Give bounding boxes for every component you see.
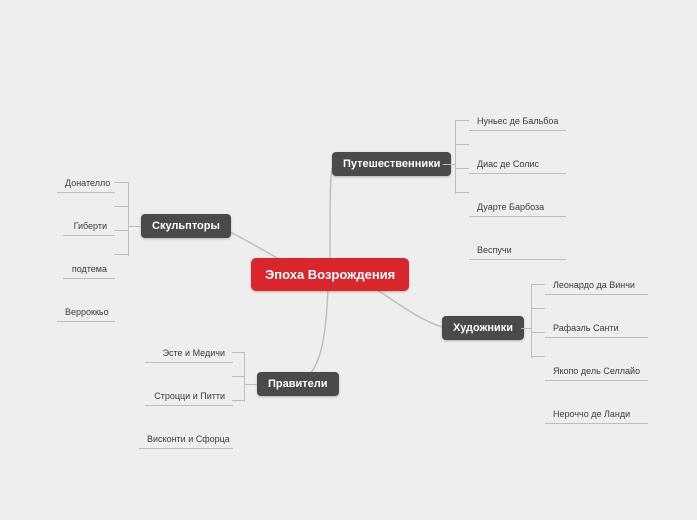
leaf-node[interactable]: Донателло bbox=[57, 174, 115, 193]
leaf-node[interactable]: Веспучи bbox=[469, 241, 566, 260]
leaf-node[interactable]: Якопо дель Селлайо bbox=[545, 362, 648, 381]
leaf-node[interactable]: Строцци и Питти bbox=[145, 387, 233, 406]
leaf-node[interactable]: Эсте и Медичи bbox=[145, 344, 233, 363]
leaf-node[interactable]: Леонардо да Винчи bbox=[545, 276, 648, 295]
branch-connector bbox=[244, 384, 257, 385]
leaf-node[interactable]: Дуарте Барбоза bbox=[469, 198, 566, 217]
leaf-spine bbox=[244, 352, 245, 402]
leaf-node[interactable]: Нуньес де Бальбоа bbox=[469, 112, 566, 131]
leaf-connector bbox=[455, 120, 469, 121]
root-node[interactable]: Эпоха Возрождения bbox=[251, 258, 409, 291]
leaf-node[interactable]: Рафаэль Санти bbox=[545, 319, 648, 338]
leaf-node[interactable]: Нероччо де Ланди bbox=[545, 405, 648, 424]
branch-connector bbox=[521, 328, 532, 329]
leaf-connector bbox=[232, 376, 244, 377]
leaf-spine bbox=[455, 120, 456, 194]
leaf-connector bbox=[114, 206, 128, 207]
leaf-connector bbox=[531, 284, 545, 285]
leaf-connector bbox=[531, 356, 545, 357]
leaf-node[interactable]: подтема bbox=[63, 260, 115, 279]
leaf-connector bbox=[455, 168, 469, 169]
branch-node-travellers[interactable]: Путешественники bbox=[332, 152, 451, 176]
branch-connector bbox=[443, 164, 456, 165]
leaf-node[interactable]: Гиберти bbox=[63, 217, 115, 236]
leaf-connector bbox=[455, 192, 469, 193]
leaf-connector bbox=[114, 182, 128, 183]
branch-node-painters[interactable]: Художники bbox=[442, 316, 524, 340]
leaf-connector bbox=[455, 144, 469, 145]
leaf-connector bbox=[232, 400, 244, 401]
leaf-node[interactable]: Диас де Солис bbox=[469, 155, 566, 174]
leaf-spine bbox=[531, 284, 532, 358]
branch-node-sculptors[interactable]: Скульпторы bbox=[141, 214, 231, 238]
branch-connector bbox=[128, 226, 141, 227]
leaf-spine bbox=[128, 182, 129, 256]
leaf-node[interactable]: Верроккьо bbox=[57, 303, 115, 322]
leaf-connector bbox=[114, 230, 128, 231]
leaf-connector bbox=[531, 332, 545, 333]
leaf-connector bbox=[232, 352, 244, 353]
leaf-node[interactable]: Висконти и Сфорца bbox=[139, 430, 233, 449]
leaf-connector bbox=[114, 254, 128, 255]
leaf-connector bbox=[531, 308, 545, 309]
branch-node-rulers[interactable]: Правители bbox=[257, 372, 339, 396]
